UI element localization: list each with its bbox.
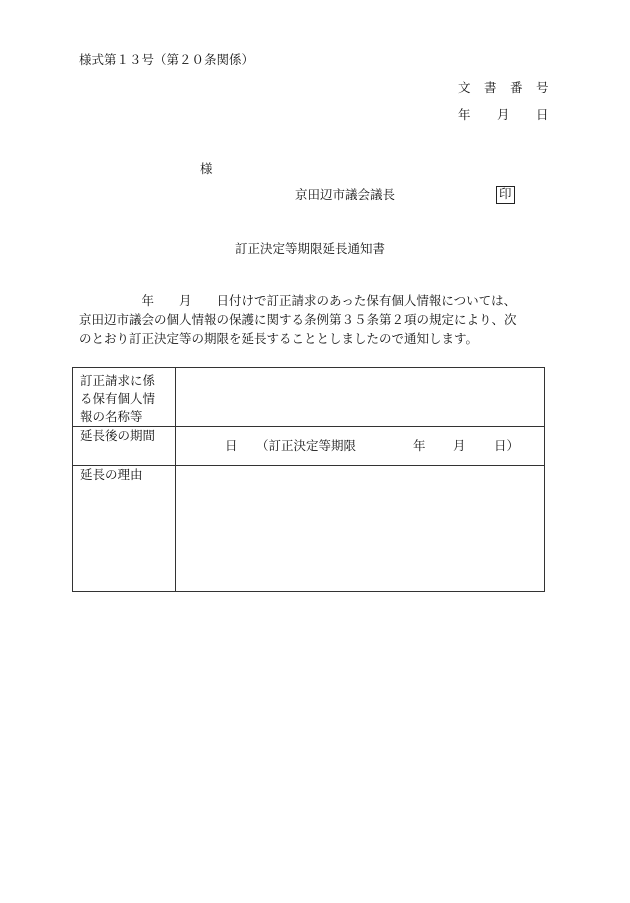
- table-row: [73, 368, 545, 427]
- extension-reason-value-cell: [176, 466, 545, 592]
- table-row: [73, 466, 545, 592]
- extended-period-label-cell: [73, 427, 176, 466]
- table-row: [73, 427, 545, 466]
- body-line-1: 年 月 日付けで訂正請求のあった保有個人情報については、: [79, 293, 517, 308]
- info-name-label-line: る保有個人情: [80, 391, 156, 406]
- extension-reason-label-cell: [73, 466, 176, 592]
- info-name-value-cell: [176, 368, 545, 427]
- document-number-label: 文 書 番 号: [458, 80, 550, 95]
- addressee-suffix: 様: [200, 161, 213, 176]
- document-title: 訂正決定等期限延長通知書: [235, 241, 386, 256]
- extension-reason-label: 延長の理由: [80, 467, 143, 482]
- date-label: 年 月 日: [458, 107, 550, 122]
- extended-period-label: 延長後の期間: [80, 428, 156, 443]
- seal-stamp-text: 印: [496, 186, 515, 204]
- sender-title: 京田辺市議会議長: [295, 187, 396, 202]
- body-line-2: 京田辺市議会の個人情報の保護に関する条例第３５条第２項の規定により、次: [79, 312, 517, 327]
- period-month: 月: [453, 438, 466, 453]
- extension-form-table: [72, 367, 545, 592]
- info-name-label-line: 報の名称等: [80, 409, 143, 424]
- info-name-label-line: 訂正請求に係: [80, 373, 156, 388]
- period-year: 年: [413, 438, 426, 453]
- extended-period-value-cell: [176, 427, 545, 466]
- form-number: 様式第１３号（第２０条関係）: [79, 52, 255, 67]
- seal-mark: [496, 186, 515, 204]
- notice-body: [79, 291, 559, 348]
- body-line-3: のとおり訂正決定等の期限を延長することとしましたので通知します。: [79, 331, 479, 346]
- period-day: 日: [225, 438, 238, 453]
- period-day-close: 日）: [494, 438, 520, 453]
- info-name-label-cell: [73, 368, 176, 427]
- period-deadline-label: （訂正決定等期限: [256, 438, 357, 453]
